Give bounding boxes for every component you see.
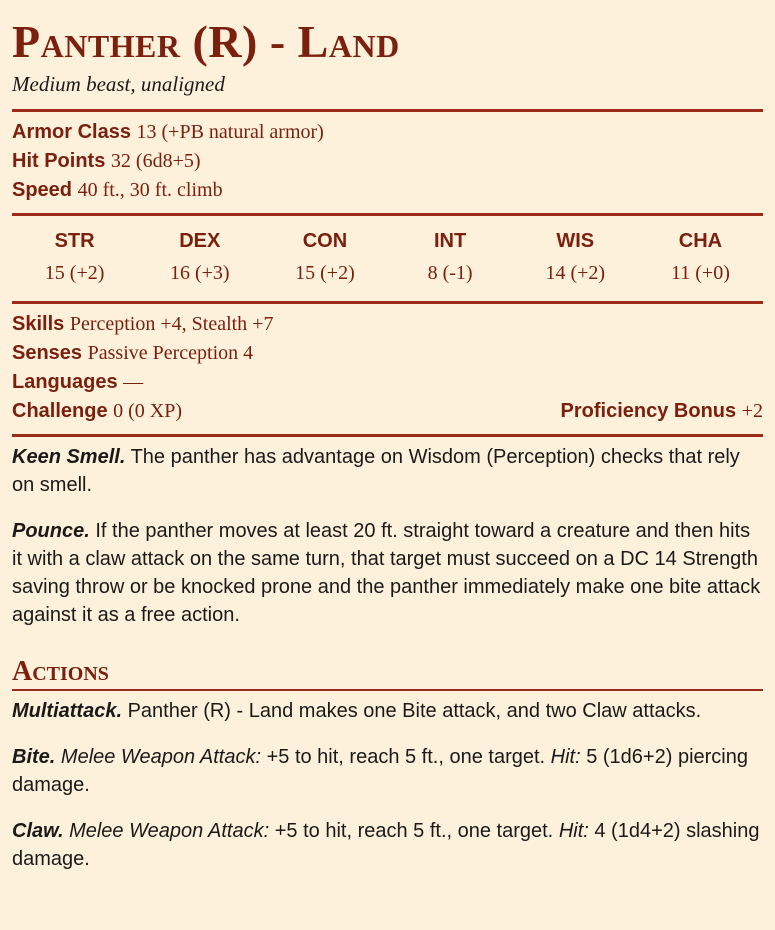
hit-text: 4 (1d4+2) slashing damage. (12, 820, 760, 870)
ability-name: STR (54, 230, 95, 252)
action-name: Multiattack. (12, 700, 123, 722)
trait-keen-smell (12, 443, 763, 499)
ability-name: WIS (556, 230, 595, 252)
challenge (12, 397, 182, 426)
action-name: Bite. (12, 746, 56, 768)
speed (12, 176, 763, 205)
traits (12, 437, 763, 629)
trait-text: The panther has advantage on Wisdom (Perception) checks that rely on smell. (12, 446, 740, 496)
hit-points-value: 32 (6d8+5) (110, 150, 201, 172)
hit-points (12, 147, 763, 176)
creature-type: Medium beast, unaligned (12, 72, 225, 96)
challenge-row (12, 397, 763, 426)
ability-score: 15 (+2) (295, 262, 355, 284)
trait-pounce (12, 517, 763, 629)
hit-points-label: Hit Points (12, 150, 106, 172)
trait-text: If the panther moves at least 20 ft. straight toward a creature and then hits it with a claw attack on the same turn, that target must succeed on a DC 14 Strength saving throw or be knocked prone and the panther immediately make one bite attack against it as a free action. (12, 520, 761, 626)
senses (12, 339, 763, 368)
hit-label: Hit: (558, 820, 589, 842)
trait-name: Keen Smell. (12, 446, 126, 468)
action-text: Panther (R) - Land makes one Bite attack, and two Claw attacks. (127, 700, 702, 722)
languages-label: Languages (12, 371, 118, 393)
creature-name: Panther (R) - Land (12, 16, 400, 67)
ability-name: CON (302, 230, 348, 252)
hit-text: 5 (1d6+2) piercing damage. (12, 746, 748, 796)
ability-score: 15 (+2) (44, 262, 105, 284)
action-multiattack (12, 697, 763, 725)
speed-label: Speed (12, 179, 73, 201)
ability-wis (513, 226, 638, 290)
ability-scores (12, 216, 763, 301)
action-bite (12, 743, 763, 799)
proficiency-bonus (561, 397, 763, 426)
trait-name: Pounce. (12, 520, 90, 542)
attack-type: Melee Weapon Attack: (60, 746, 262, 768)
proficiency-value: +2 (741, 400, 763, 422)
armor-class (12, 118, 763, 147)
challenge-value: 0 (0 XP) (113, 400, 183, 422)
ability-score: 8 (-1) (427, 262, 473, 284)
ability-score: 11 (+0) (671, 262, 730, 284)
senses-value: Passive Perception 4 (87, 342, 254, 364)
ability-dex (137, 226, 262, 290)
actions (12, 691, 763, 873)
ability-str (12, 226, 137, 290)
proficiency-label: Proficiency Bonus (560, 400, 737, 422)
attack-text: +5 to hit, reach 5 ft., one target. (274, 820, 554, 842)
ability-score: 14 (+2) (545, 262, 606, 284)
languages-value: — (123, 371, 144, 393)
skills (12, 310, 763, 339)
skills-label: Skills (12, 313, 65, 335)
core-stats (12, 112, 763, 213)
secondary-stats (12, 304, 763, 434)
skills-value: Perception +4, Stealth +7 (69, 313, 274, 335)
armor-class-value: 13 (+PB natural armor) (136, 121, 324, 143)
attack-type: Melee Weapon Attack: (69, 820, 270, 842)
ability-name: CHA (678, 230, 723, 252)
actions-heading: Actions (12, 656, 109, 687)
challenge-label: Challenge (12, 400, 108, 422)
ability-name: DEX (179, 230, 221, 252)
ability-int (388, 226, 513, 290)
speed-value: 40 ft., 30 ft. climb (77, 179, 223, 201)
ability-score: 16 (+3) (169, 262, 230, 284)
senses-label: Senses (12, 342, 83, 364)
ability-cha (638, 226, 763, 290)
armor-class-label: Armor Class (12, 121, 131, 143)
action-name: Claw. (12, 820, 64, 842)
languages (12, 368, 763, 397)
attack-text: +5 to hit, reach 5 ft., one target. (266, 746, 546, 768)
hit-label: Hit: (550, 746, 581, 768)
ability-name: INT (433, 230, 467, 252)
ability-con (262, 226, 387, 290)
action-claw (12, 817, 763, 873)
